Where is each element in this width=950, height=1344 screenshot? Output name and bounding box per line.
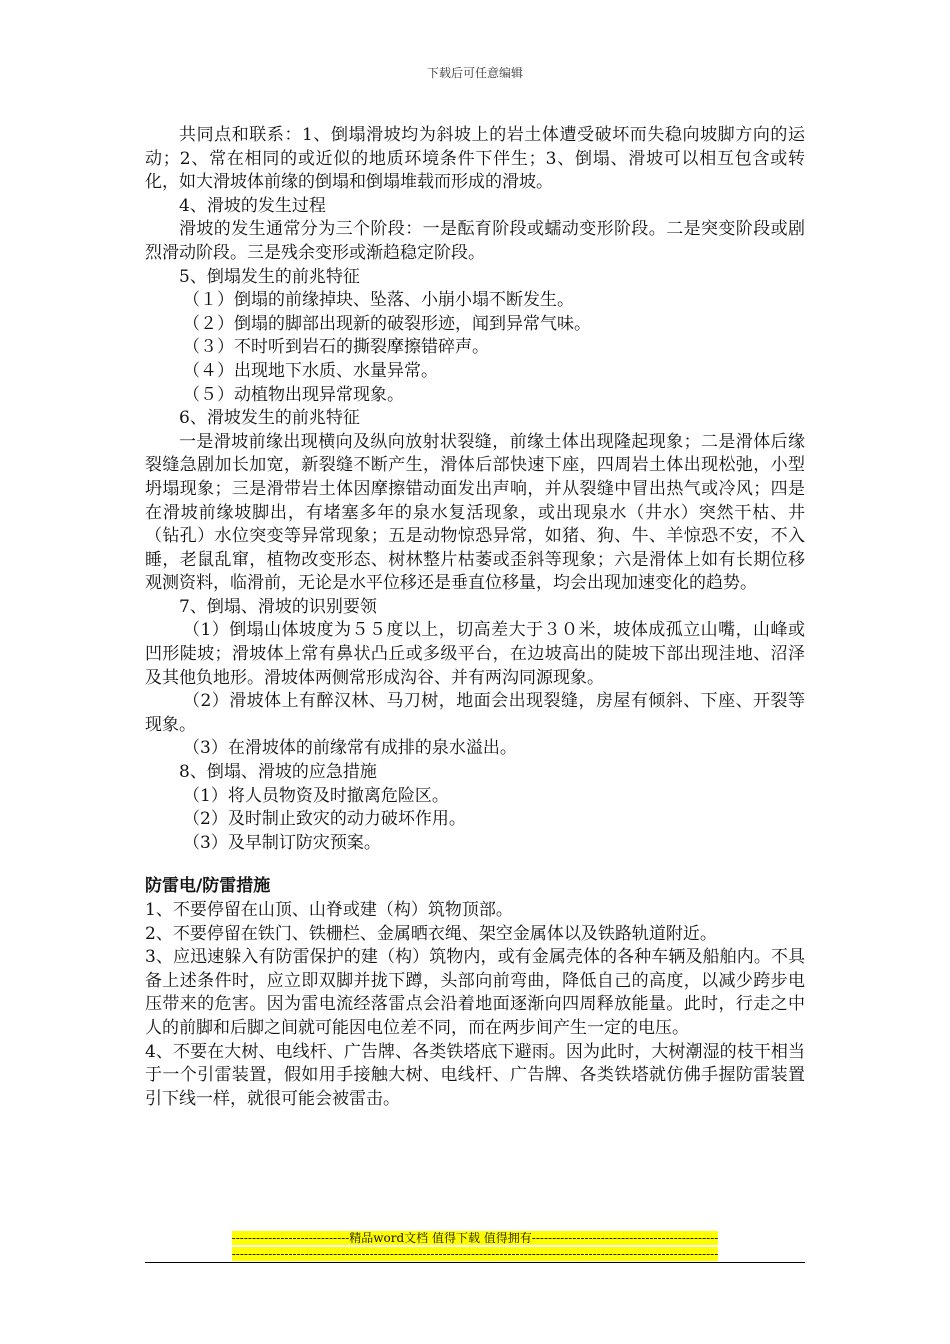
- list-item-measure-1: （1）将人员物资及时撤离危险区。: [183, 785, 449, 806]
- subheading-identification: 7、倒塌、滑坡的识别要领: [179, 596, 377, 617]
- list-item-lightning-4: 4、不要在大树、电线杆、广告牌、各类铁塔底下避雨。因为此时，大树潮湿的枝干相当于一个引雷装置，假如用手接触大树、电线杆、广告牌、各类铁塔就仿佛手握防雷装置引下线一样，就很可能会被雷击。: [145, 1041, 805, 1109]
- subheading-collapse-signs: 5、倒塌发生的前兆特征: [179, 266, 360, 287]
- subheading-landslide-process: 4、滑坡的发生过程: [179, 195, 326, 216]
- paragraph-identification-1: （1）倒塌山体坡度为５５度以上，切高差大于３０米，坡体成孤立山嘴，山峰或凹形陡坡；滑坡体上常有鼻状凸丘或多级平台，在边坡高出的陡坡下部出现洼地、沼泽及其他负地形。滑坡体两侧常形成沟谷、并有两沟同源现象。: [145, 620, 805, 688]
- footer-banner-line1: -----------------------------精品word文档 值得下载 值得拥有----------------------------------------------: [231, 1231, 719, 1245]
- list-item-collapse-sign-1: （１）倒塌的前缘掉块、坠落、小崩小塌不断发生。: [183, 290, 574, 311]
- paragraph-landslide-stages: 滑坡的发生通常分为三个阶段：一是酝育阶段或蠕动变形阶段。二是突变阶段或剧烈滑动阶段。三是残余变形或渐趋稳定阶段。: [145, 219, 805, 263]
- paragraph-identification-3: （3）在滑坡体的前缘常有成排的泉水溢出。: [183, 738, 517, 759]
- list-item-lightning-3: 3、应迅速躲入有防雷保护的建（构）筑物内，或有金属壳体的各种车辆及船舶内。不具备上述条件时，应立即双脚并拢下蹲，头部向前弯曲，降低自己的高度，以减少跨步电压带来的危害。因为雷电流经落雷点会沿着地面逐渐向四周释放能量。此时，行走之中人的前脚和后脚之间就可能因电位差不同，而在两步间产生一定的电压。: [145, 947, 805, 1038]
- list-item-lightning-1: 1、不要停留在山顶、山脊或建（构）筑物顶部。: [145, 900, 513, 920]
- paragraph-landslide-signs: 一是滑坡前缘出现横向及纵向放射状裂缝，前缘土体出现隆起现象；二是滑体后缘裂缝急剧加长加宽，新裂缝不断产生，滑体后部快速下座，四周岩土体出现松弛，小型坍塌现象；三是滑带岩土体因摩擦错动面发出声响，并从裂缝中冒出热气或冷风；四是在滑坡前缘坡脚出，有堵塞多年的泉水复活现象，或出现泉水（井水）突然干枯、井（钻孔）水位突变等异常现象；五是动物惊恐异常，如猪、狗、牛、羊惊恐不安，不入睡，老鼠乱窜，植物改变形态、树林整片枯萎或歪斜等现象；六是滑体上如有长期位移观测资料，临滑前，无论是水平位移还是垂直位移量，均会出现加速变化的趋势。: [145, 431, 805, 594]
- list-item-collapse-sign-3: （３）不时听到岩石的撕裂摩擦错碎声。: [183, 337, 489, 358]
- list-item-collapse-sign-5: （５）动植物出现异常现象。: [183, 384, 404, 405]
- footer-banner-line2: ------------------------------------------------------------------------------------------------------------------------: [231, 1247, 719, 1261]
- subheading-emergency-measures: 8、倒塌、滑坡的应急措施: [179, 762, 377, 783]
- document-body: [145, 124, 805, 1111]
- list-item-measure-2: （2）及时制止致灾的动力破坏作用。: [183, 809, 466, 830]
- paragraph-identification-2: （2）滑坡体上有醉汉林、马刀树，地面会出现裂缝，房屋有倾斜、下座、开裂等现象。: [145, 691, 805, 735]
- page-header: 下载后可任意编辑: [426, 66, 523, 80]
- subheading-landslide-signs: 6、滑坡发生的前兆特征: [179, 408, 360, 429]
- list-item-measure-3: （3）及早制订防灾预案。: [183, 832, 381, 853]
- list-item-collapse-sign-4: （４）出现地下水质、水量异常。: [183, 360, 438, 381]
- list-item-collapse-sign-2: （２）倒塌的脚部出现新的破裂形迹，闻到异常气味。: [183, 313, 591, 334]
- list-item-lightning-2: 2、不要停留在铁门、铁栅栏、金属晒衣绳、架空金属体以及铁路轨道附近。: [145, 923, 717, 944]
- section-heading-lightning: 防雷电/防雷措施: [145, 876, 271, 897]
- footer-divider: [145, 1262, 805, 1263]
- page-footer: [145, 1230, 805, 1262]
- paragraph-commonality: 共同点和联系：1、倒塌滑坡均为斜坡上的岩土体遭受破坏而失稳向坡脚方向的运动；2、常在相同的或近似的地质环境条件下伴生；3、倒塌、滑坡可以相互包含或转化，如大滑坡体前缘的倒塌和倒塌堆载而形成的滑坡。: [145, 125, 805, 193]
